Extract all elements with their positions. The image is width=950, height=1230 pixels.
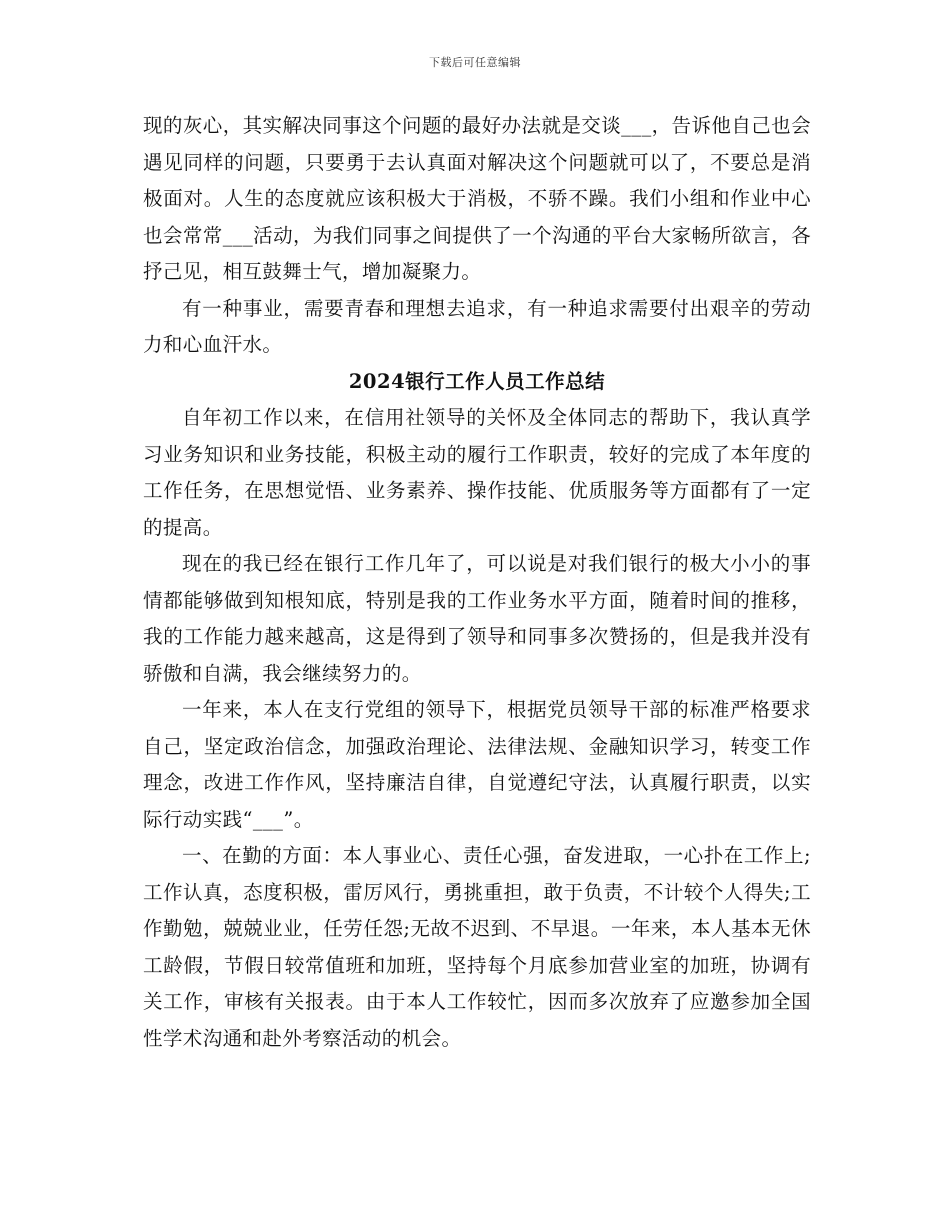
document-title: 2024银行工作人员工作总结 — [348, 369, 606, 393]
paragraph-career: 有一种事业，需要青春和理想去追求，有一种追求需要付出艰辛的劳动力和心血汗水。 — [143, 296, 811, 356]
paragraph-experience: 现在的我已经在银行工作几年了，可以说是对我们银行的极大小小的事情都能够做到知根知底，特别是我的工作业务水平方面，随着时间的推移，我的工作能力越来越高，这是得到了领导和同事多次赞扬的，但是我并没有骄傲和自满，我会继续努力的。 — [143, 552, 811, 685]
page-header: 下载后可任意编辑 — [429, 56, 521, 69]
document-body — [143, 108, 811, 1057]
paragraph-party-leadership: 一年来，本人在支行党组的领导下，根据党员领导干部的标准严格要求自己，坚定政治信念，加强政治理论、法律法规、金融知识学习，转变工作理念，改进工作作风，坚持廉洁自律，自觉遵纪守法，认真履行职责，以实际行动实践“___”。 — [143, 698, 811, 831]
paragraph-continuation: 现的灰心，其实解决同事这个问题的最好办法就是交谈___，告诉他自己也会遇见同样的问题，只要勇于去认真面对解决这个问题就可以了，不要总是消极面对。人生的态度就应该积极大于消极，不骄不躁。我们小组和作业中心也会常常___活动，为我们同事之间提供了一个沟通的平台大家畅所欲言，各抒己见，相互鼓舞士气，增加凝聚力。 — [143, 114, 811, 283]
paragraph-intro: 自年初工作以来，在信用社领导的关怀及全体同志的帮助下，我认真学习业务知识和业务技能，积极主动的履行工作职责，较好的完成了本年度的工作任务，在思想觉悟、业务素养、操作技能、优质服务等方面都有了一定的提高。 — [143, 406, 811, 539]
paragraph-diligence: 一、在勤的方面：本人事业心、责任心强，奋发进取，一心扑在工作上;工作认真，态度积极，雷厉风行，勇挑重担，敢于负责，不计较个人得失;工作勤勉，兢兢业业，任劳任怨;无故不迟到、不早退。一年来，本人基本无休工龄假，节假日较常值班和加班，坚持每个月底参加营业室的加班，协调有关工作，审核有关报表。由于本人工作较忙，因而多次放弃了应邀参加全国性学术沟通和赴外考察活动的机会。 — [143, 844, 811, 1050]
